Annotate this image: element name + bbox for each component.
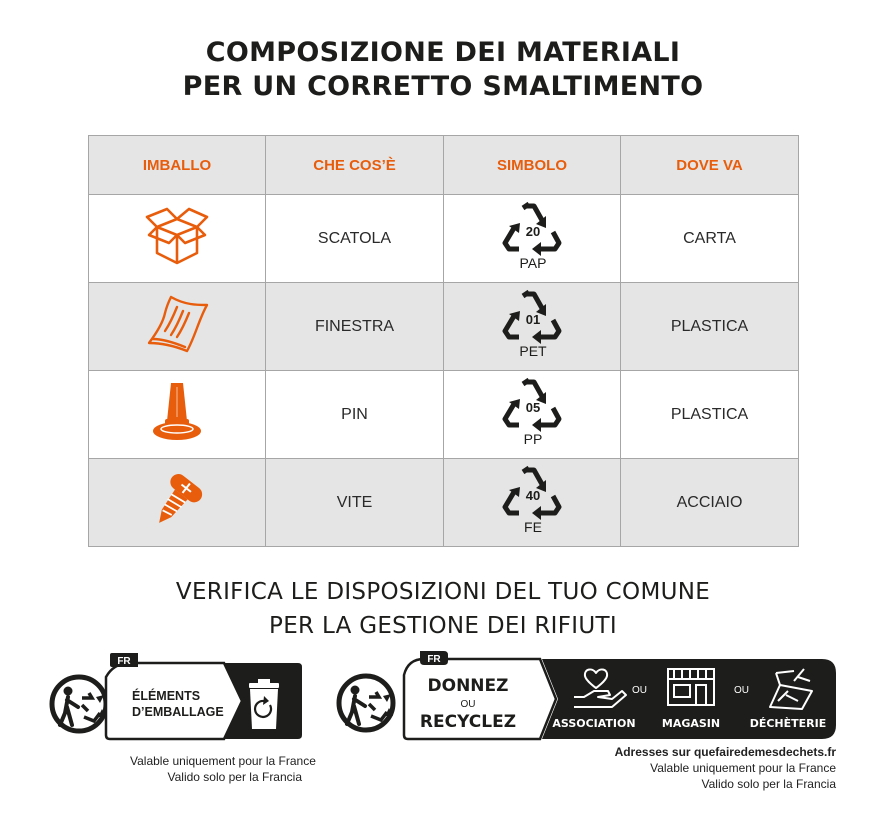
- destination: ACCIAIO: [621, 459, 799, 547]
- recycling-symbol-icon: [497, 376, 567, 448]
- symbol-cell: [444, 459, 621, 547]
- header-che-cose: CHE COS’È: [266, 136, 444, 195]
- packaging-cell: [89, 371, 266, 459]
- recycling-code: 01: [525, 312, 541, 327]
- triman-icon: [335, 672, 397, 734]
- destination: CARTA: [621, 195, 799, 283]
- fine-print-it: Valido solo per la Francia: [167, 770, 302, 784]
- pin-icon: [141, 379, 213, 445]
- symbol-cell: [444, 371, 621, 459]
- item-name: SCATOLA: [266, 195, 444, 283]
- title-line-2: PER UN CORRETTO SMALTIMENTO: [182, 71, 704, 102]
- material-abbr: PP: [523, 431, 543, 447]
- header-dove-va: DOVE VA: [621, 136, 799, 195]
- fine-print-it: Valido solo per la Francia: [701, 777, 836, 791]
- symbol-cell: [444, 283, 621, 371]
- country-badge: FR: [117, 656, 131, 667]
- packaging-cell: [89, 195, 266, 283]
- country-badge: FR: [427, 654, 441, 665]
- option-magasin: MAGASIN: [661, 717, 721, 730]
- emballage-label-2: D’EMBALLAGE: [132, 705, 224, 719]
- website-hint: Adresses sur quefairedemesdechets.fr: [614, 745, 836, 759]
- info-tri-emballage-logo: [104, 651, 304, 741]
- material-abbr: FE: [524, 519, 542, 535]
- table-row: [89, 459, 799, 547]
- header-simbolo: SIMBOLO: [444, 136, 621, 195]
- recycling-code: 20: [525, 224, 541, 239]
- emballage-label-1: ÉLÉMENTS: [132, 689, 201, 703]
- ou-text: OU: [460, 699, 476, 710]
- fine-print-right: [560, 744, 836, 792]
- fine-print-fr: Valable uniquement pour la France: [130, 754, 316, 768]
- window-film-icon: [141, 291, 213, 357]
- separator-ou-2: OU: [734, 685, 749, 696]
- page-title: [0, 36, 886, 104]
- title-line-1: COMPOSIZIONE DEI MATERIALI: [205, 37, 681, 68]
- recycling-code: 40: [525, 488, 541, 503]
- material-abbr: PET: [519, 343, 547, 359]
- recyclez-text: RECYCLEZ: [419, 712, 517, 732]
- option-association: ASSOCIATION: [552, 717, 636, 730]
- header-imballo: IMBALLO: [89, 136, 266, 195]
- destination: PLASTICA: [621, 371, 799, 459]
- destination: PLASTICA: [621, 283, 799, 371]
- recycling-symbol-icon: [497, 464, 567, 536]
- donnez-recyclez-logo: [402, 651, 838, 741]
- materials-table: [88, 135, 799, 547]
- option-decheterie: DÉCHÈTERIE: [749, 717, 827, 730]
- table-header-row: [89, 136, 799, 195]
- packaging-cell: [89, 459, 266, 547]
- separator-ou-1: OU: [632, 685, 647, 696]
- fine-print-left: [130, 753, 316, 785]
- donnez-text: DONNEZ: [427, 676, 509, 696]
- packaging-cell: [89, 283, 266, 371]
- recycling-symbol-icon: [497, 288, 567, 360]
- symbol-cell: [444, 195, 621, 283]
- table-row: [89, 371, 799, 459]
- notice-line-2: PER LA GESTIONE DEI RIFIUTI: [269, 613, 617, 639]
- box-icon: [141, 203, 213, 269]
- material-abbr: PAP: [519, 255, 547, 271]
- notice-line-1: VERIFICA LE DISPOSIZIONI DEL TUO COMUNE: [175, 579, 711, 605]
- screw-icon: [141, 467, 213, 533]
- municipality-notice: [0, 575, 886, 643]
- recycling-code: 05: [525, 400, 541, 415]
- item-name: FINESTRA: [266, 283, 444, 371]
- triman-icon: [48, 673, 110, 735]
- fine-print-fr: Valable uniquement pour la France: [650, 761, 836, 775]
- table-row: [89, 283, 799, 371]
- recycling-symbol-icon: [497, 200, 567, 272]
- item-name: VITE: [266, 459, 444, 547]
- recycle-bin-icon: [249, 679, 279, 729]
- table-row: [89, 195, 799, 283]
- item-name: PIN: [266, 371, 444, 459]
